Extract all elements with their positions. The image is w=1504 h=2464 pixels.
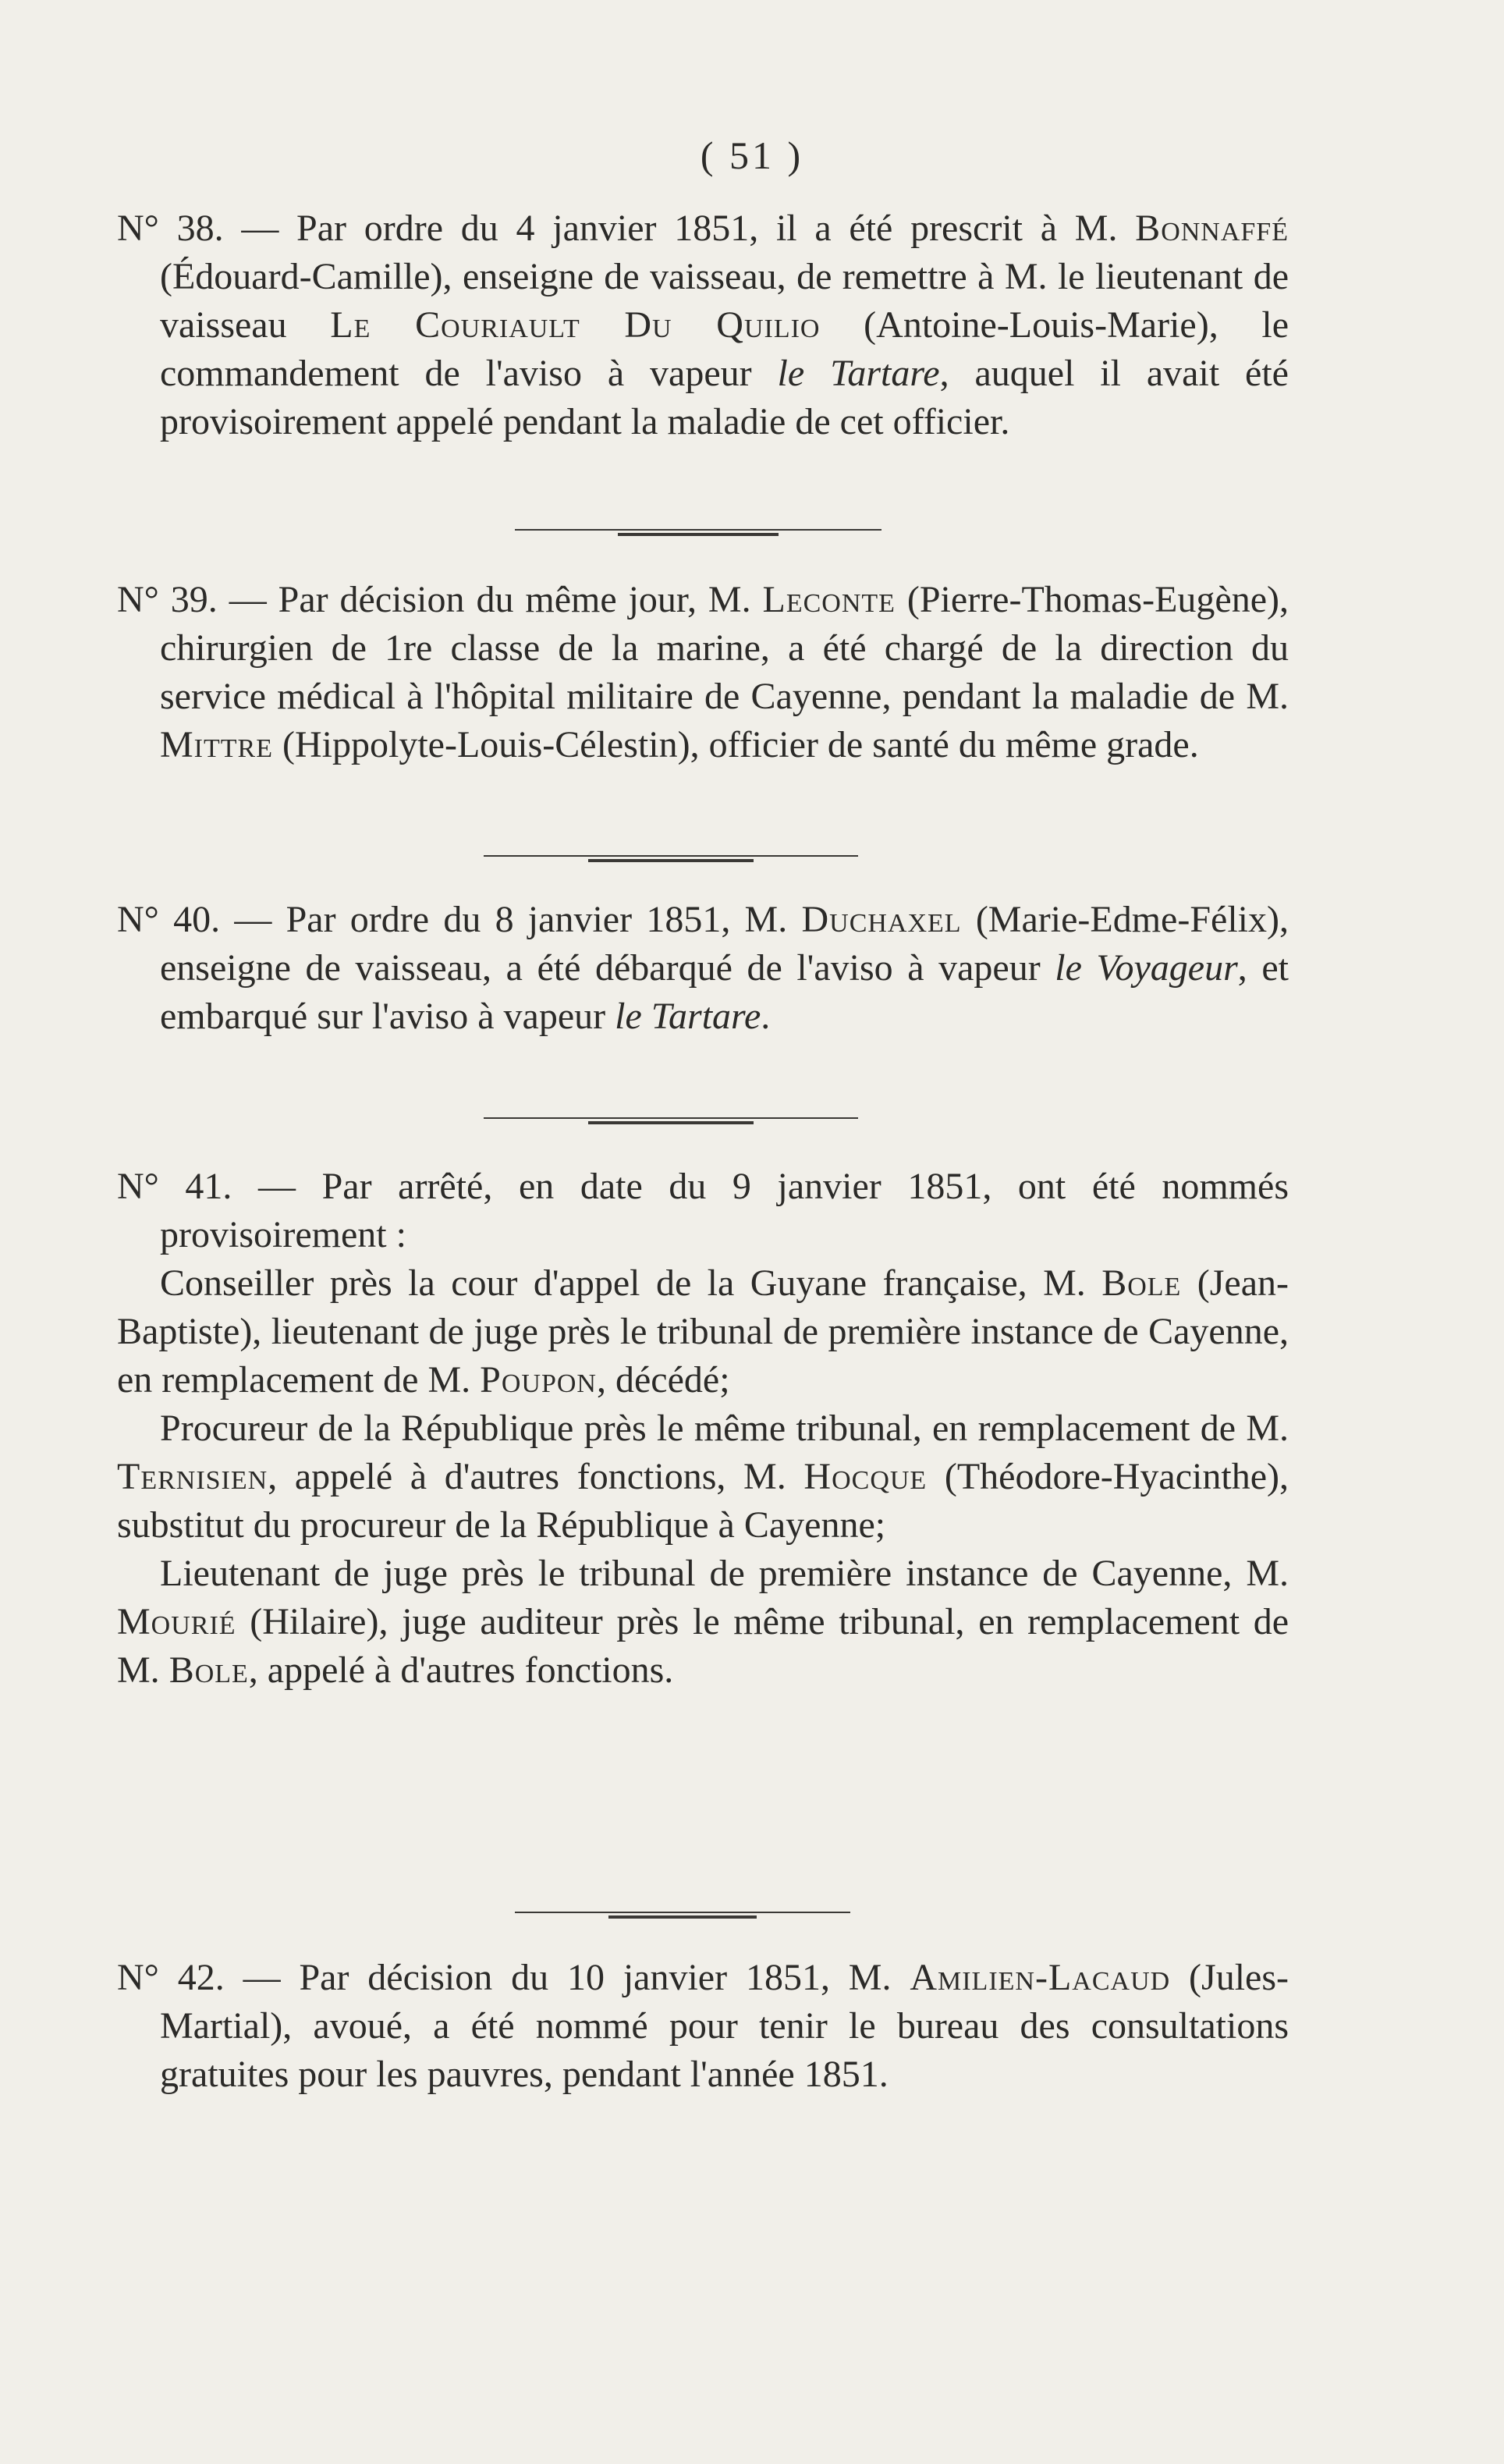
person-name: Hocque [803,1456,928,1497]
ship-name: le Tartare [777,353,940,394]
person-name: Poupon [480,1359,597,1401]
entry-heading-paragraph [117,1954,1289,2099]
text-run: . [761,996,771,1037]
entry-heading-paragraph [117,576,1289,769]
text-run: Lieutenant de juge près le tribunal de première instance de Cayenne, M. [160,1553,1289,1594]
person-name: Le Couriault Du Quilio [330,304,821,346]
text-run: (Hilaire), juge auditeur près le même tribunal, en remplacement de M. [117,1601,1289,1691]
ship-name: le Tartare [615,996,761,1037]
entry-no-38 [117,204,1289,446]
separator-rule [515,529,881,538]
text-run: (Marie-Edme-Félix), enseigne de vaisseau, a été débarqué de l'aviso à vapeur [160,899,1289,989]
person-name: Bonnaffé [1135,208,1289,249]
text-run: , appelé à d'autres fonctions, M. [268,1456,804,1497]
text-run: , et embarqué sur l'aviso à vapeur [160,947,1289,1037]
entry-no-39 [117,576,1289,769]
text-run: (Pierre-Thomas-Eugène), chirurgien de 1re classe de la marine, a été chargé de la direction du service médical à l'hôpital militaire de Cayenne, pendant la maladie de M. [160,579,1289,717]
text-run: N° 41. — Par arrêté, en date du 9 janvier 1851, ont été nommés provisoirement : [117,1166,1289,1255]
text-run: , décédé; [596,1359,730,1401]
entry-no-40 [117,896,1289,1041]
person-name: Mittre [160,724,273,765]
text-run: (Jean-Baptiste), lieutenant de juge près le tribunal de première instance de Cayenne, en remplacement de M. [117,1262,1289,1401]
entry-heading-paragraph [117,896,1289,1041]
page-number: ( 51 ) [700,133,804,177]
text-run: N° 40. — Par ordre du 8 janvier 1851, M. [117,899,802,940]
entry-paragraph [117,1259,1289,1404]
person-name: Leconte [762,579,896,620]
text-run: (Édouard-Camille), enseigne de vaisseau, de remettre à M. le lieutenant de vaisseau [160,256,1289,346]
text-run: (Antoine-Louis-Marie), le commandement de l'aviso à vapeur [160,304,1289,394]
text-run: , appelé à d'autres fonctions. [248,1649,674,1691]
person-name: Bole [168,1649,249,1691]
separator-rule [515,1912,850,1921]
entry-heading-paragraph [117,204,1289,446]
entry-heading-paragraph [117,1163,1289,1259]
text-run: N° 38. — Par ordre du 4 janvier 1851, il a été prescrit à M. [117,208,1136,249]
separator-rule [484,1117,858,1127]
entry-paragraph [117,1550,1289,1695]
person-name: Mourié [117,1601,236,1642]
person-name: Duchaxel [801,899,962,940]
entry-no-42 [117,1954,1289,2099]
text-run: (Jules-Martial), avoué, a été nommé pour tenir le bureau des consultations gratuites pour les pauvres, pendant l'année 1851. [160,1957,1289,2095]
text-run: (Hippolyte-Louis-Célestin), officier de santé du même grade. [273,724,1199,765]
separator-rule [484,855,858,865]
person-name: Ternisien [117,1456,268,1497]
person-name: Amilien-Lacaud [910,1957,1171,1998]
text-run: Procureur de la République près le même tribunal, en remplacement de M. [160,1408,1289,1449]
text-run: Conseiller près la cour d'appel de la Guyane française, M. [160,1262,1102,1304]
text-run: , auquel il avait été provisoirement appelé pendant la maladie de cet officier. [160,353,1289,442]
text-run: (Théodore-Hyacinthe), substitut du procureur de la République à Cayenne; [117,1456,1289,1546]
ship-name: le Voyageur [1055,947,1238,989]
person-name: Bole [1101,1262,1182,1304]
entry-no-41 [117,1163,1289,1695]
text-run: N° 39. — Par décision du même jour, M. [117,579,763,620]
text-run: N° 42. — Par décision du 10 janvier 1851, M. [117,1957,910,1998]
entry-paragraph [117,1404,1289,1550]
